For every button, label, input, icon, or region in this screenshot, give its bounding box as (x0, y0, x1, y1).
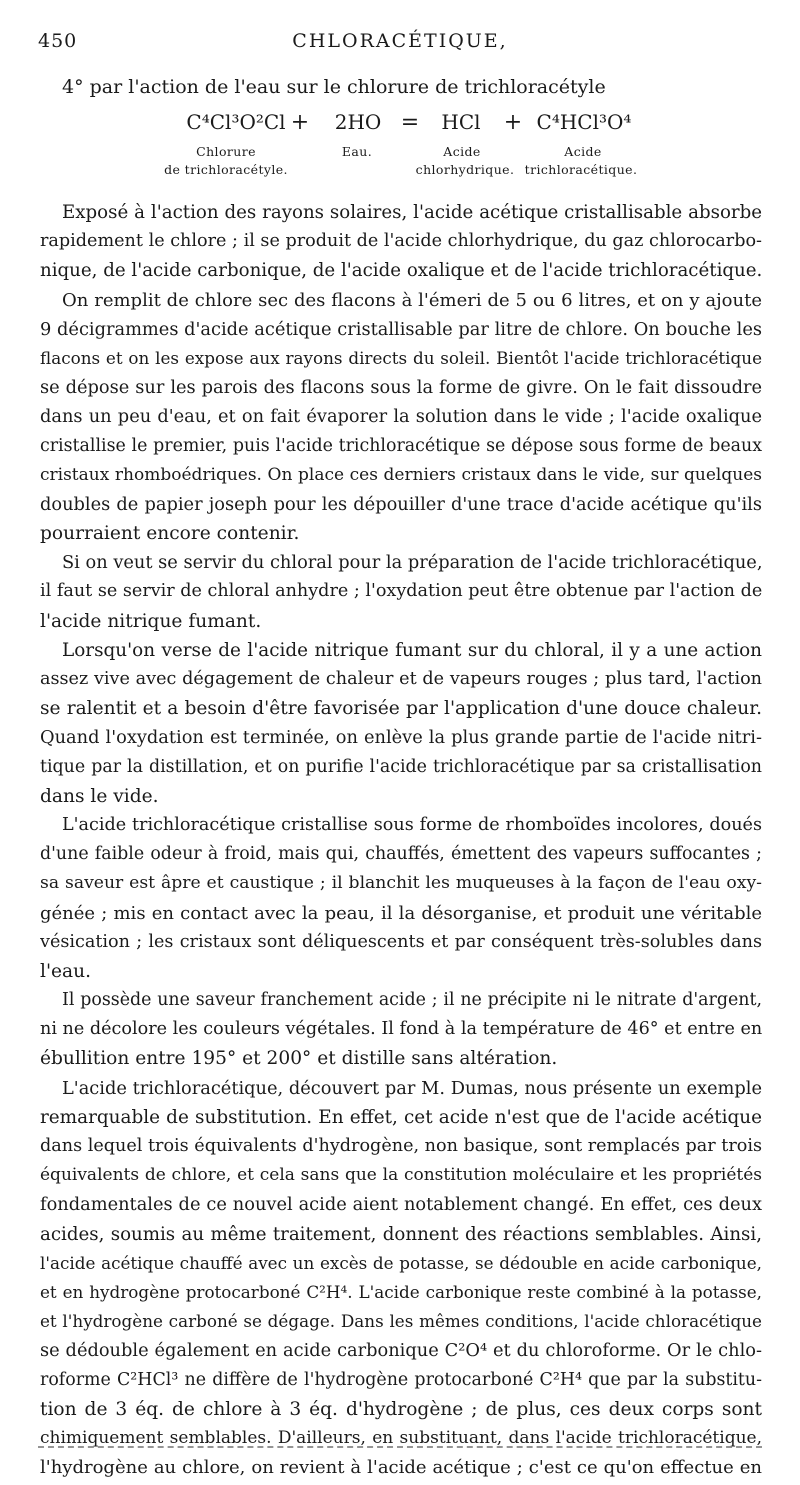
text-line: On remplit de chlore sec des flacons à l'émeri de 5 ou 6 litres, et on y ajoute (62, 289, 762, 311)
text-line: Il possède une saveur franchement acide ; il ne précipite ni le nitrate d'argent, (62, 990, 762, 1011)
text-line: dans le vide. (40, 785, 159, 807)
equation-label: Eau. (341, 144, 373, 159)
text-line: se dédouble également en acide carbonique C²O⁴ et du chloroforme. Or le chlo- (40, 1340, 762, 1362)
text-line: équivalents de chlore, et cela sans que la constitution moléculaire et les propriétés (40, 1165, 762, 1186)
text-line: fondamentales de ce nouvel acide aient notablement changé. En effet, ces deux (40, 1194, 762, 1216)
equation-term-trichloracetic-acid: C⁴HCl³O⁴ (536, 110, 632, 134)
equation-term-trichloracetyl-chloride: C⁴Cl³O²Cl (186, 110, 286, 134)
equation-label: trichloracétique. (524, 162, 638, 177)
text-line: se ralentit et a besoin d'être favorisée par l'application d'une douce chaleur. (40, 698, 762, 720)
text-line: l'hydrogène au chlore, on revient à l'acide acétique ; c'est ce qu'on effectue en (40, 1457, 762, 1479)
text-line: l'acide nitrique fumant. (40, 610, 262, 632)
text-line: dans lequel trois équivalents d'hydrogène, non basique, sont remplacés par trois (40, 1136, 762, 1156)
equation-term-water: 2HO (334, 110, 382, 134)
text-line: Si on veut se servir du chloral pour la préparation de l'acide trichloracétique, (62, 552, 762, 574)
text-line: doubles de papier joseph pour les dépouiller d'une trace d'acide acétique qu'ils (40, 493, 762, 515)
text-line: pourraient encore contenir. (40, 523, 300, 545)
text-line: dans un peu d'eau, et on fait évaporer la solution dans le vide ; l'acide oxalique (40, 406, 762, 428)
text-line: Exposé à l'action des rayons solaires, l'acide acétique cristallisable absorbe (62, 202, 762, 223)
text-line: nique, de l'acide carbonique, de l'acide oxalique et de l'acide trichloracétique. (40, 260, 762, 282)
equation-intro: 4° par l'action de l'eau sur le chlorure de trichloracétyle (62, 76, 606, 98)
text-line: génée ; mis en contact avec la peau, il la désorganise, et produit une véritable (40, 902, 762, 924)
text-line: cristaux rhomboédriques. On place ces derniers cristaux dans le vide, sur quelques (40, 464, 762, 485)
text-line: il faut se servir de chloral anhydre ; l'oxydation peut être obtenue par l'action de (40, 581, 762, 602)
text-line: se dépose sur les parois des flacons sous la forme de givre. On le fait dissoudre (40, 377, 762, 399)
text-line: 9 décigrammes d'acide acétique cristallisable par litre de chlore. On bouche les (40, 318, 762, 340)
body-text (40, 198, 762, 1482)
text-line: vésication ; les cristaux sont déliquescents et par conséquent très-solubles dans (40, 931, 762, 952)
running-title: CHLORACÉTIQUE, (292, 30, 508, 52)
text-line: Quand l'oxydation est terminée, on enlève la plus grande partie de l'acide nitri- (40, 727, 762, 749)
equation-plus: + (290, 110, 310, 135)
page-number: 450 (38, 30, 78, 52)
text-line: assez vive avec dégagement de chaleur et de vapeurs rouges ; plus tard, l'action (40, 669, 762, 689)
text-line: d'une faible odeur à froid, mais qui, chauffés, émettent des vapeurs suffocantes ; (40, 844, 762, 865)
equation-label: Chlorure (196, 144, 256, 159)
text-line: tion de 3 éq. de chlore à 3 éq. d'hydrogène ; de plus, ces deux corps sont (40, 1398, 762, 1420)
text-line: ni ne décolore les couleurs végétales. Il fond à la température de 46° et entre en (40, 1019, 762, 1040)
footer-rule (38, 1446, 762, 1448)
equation-plus: + (503, 110, 523, 135)
text-line: L'acide trichloracétique, découvert par M. Dumas, nous présente un exemple (62, 1077, 762, 1099)
text-line: et en hydrogène protocarboné C²H⁴. L'acide carbonique reste combiné à la potasse, (40, 1281, 762, 1302)
text-line: tique par la distillation, et on purifie l'acide trichloracétique par sa cristallisation (40, 756, 762, 777)
text-line: remarquable de substitution. En effet, cet acide n'est que de l'acide acétique (40, 1106, 762, 1128)
text-line: sa saveur est âpre et caustique ; il blanchit les muqueuses à la façon de l'eau oxy- (40, 873, 762, 894)
text-line: et l'hydrogène carboné se dégage. Dans les mêmes conditions, l'acide chloracétique (40, 1311, 762, 1332)
text-line: cristallise le premier, puis l'acide trichloracétique se dépose sous forme de beaux (40, 435, 762, 456)
text-line: roforme C²HCl³ ne diffère de l'hydrogène protocarboné C²H⁴ que par la substitu- (40, 1369, 762, 1390)
equation-term-hcl: HCl (441, 110, 481, 134)
equation-equals: = (400, 110, 420, 135)
text-line: Lorsqu'on verse de l'acide nitrique fumant sur du chloral, il y a une action (62, 639, 762, 661)
equation-label: Acide (443, 144, 481, 159)
equation-label: de trichloracétyle. (164, 162, 288, 177)
text-line: l'eau. (40, 960, 92, 982)
text-line: l'acide acétique chauffé avec un excès de potasse, se dédouble en acide carbonique, (40, 1252, 762, 1273)
text-line: L'acide trichloracétique cristallise sous forme de rhomboïdes incolores, doués (62, 814, 762, 835)
text-line: chimiquement semblables. D'ailleurs, en substituant, dans l'acide trichloracétique, (40, 1427, 762, 1448)
text-line: flacons et on les expose aux rayons directs du soleil. Bientôt l'acide trichloracétique (40, 347, 762, 368)
text-line: rapidement le chlore ; il se produit de l'acide chlorhydrique, du gaz chlorocarbo- (40, 231, 762, 252)
text-line: ébullition entre 195° et 200° et distille sans altération. (40, 1048, 558, 1070)
text-line: acides, soumis au même traitement, donnent des réactions semblables. Ainsi, (40, 1223, 762, 1245)
equation-label: chlorhydrique. (415, 162, 515, 177)
equation-label: Acide (564, 144, 602, 159)
